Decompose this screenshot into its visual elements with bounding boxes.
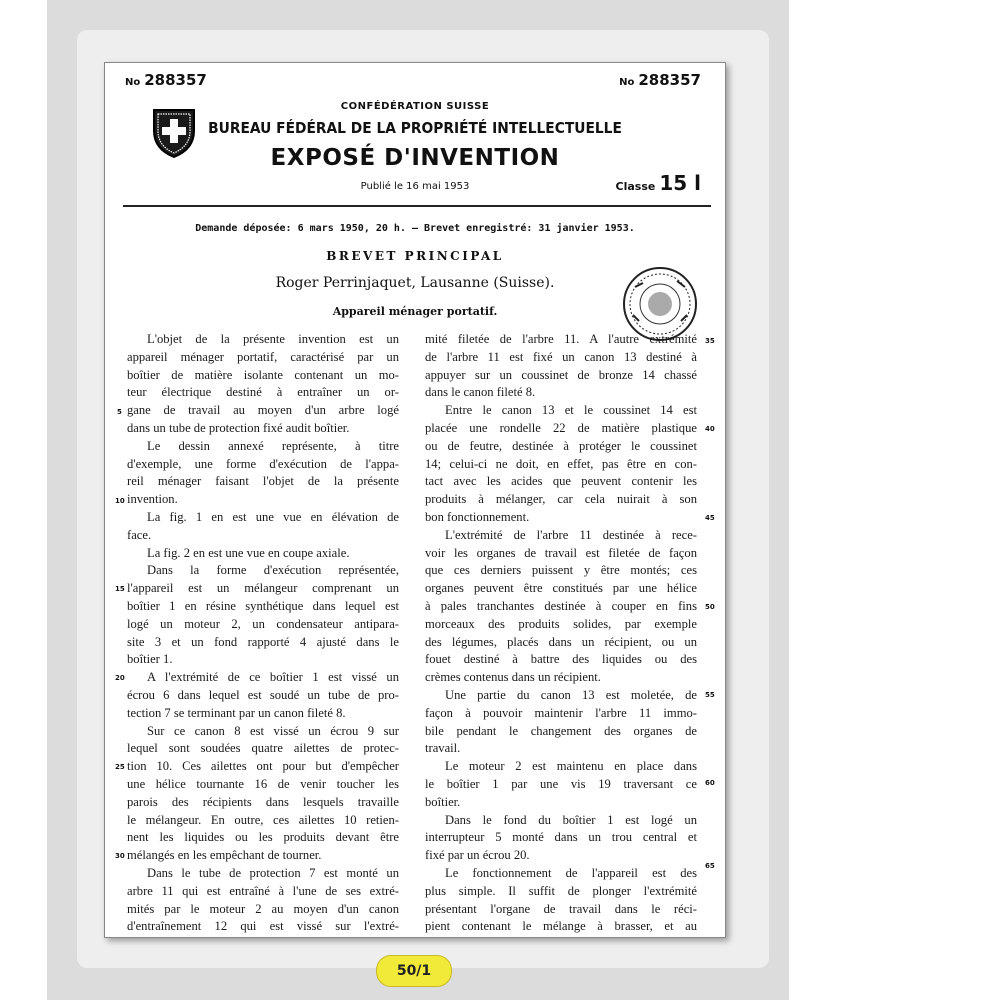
text-line: bile pendant le changement des organes de [425, 723, 697, 738]
line-number: 40 [705, 425, 715, 433]
line-number: 20 [115, 674, 125, 682]
text-line: Le fonctionnement de l'appareil est des [445, 865, 697, 880]
line-number: 45 [705, 514, 715, 522]
text-line: site 3 et un fond rapporté 4 ajusté dans le [127, 634, 399, 649]
text-line: Une partie du canon 13 est moletée, de [445, 687, 697, 702]
document-type: EXPOSÉ D'INVENTION [270, 145, 560, 171]
text-line: travail. [425, 741, 461, 756]
text-line: que ces derniers puissent y être montés; ces [425, 563, 697, 578]
text-line: L'extrémité de l'arbre 11 destinée à rece- [445, 527, 697, 542]
text-line: le boîtier 1 par une vis 19 traversant ce [425, 776, 697, 791]
text-line: présentant l'organe de travail dans le réci- [425, 901, 697, 916]
text-line: invention. [127, 492, 178, 507]
text-line: fixé par un écrou 20. [425, 848, 530, 863]
text-line: interrupteur 5 monté dans un trou central et [425, 830, 697, 845]
text-line: écrou 6 dans lequel est soudé un tube de pro- [127, 687, 399, 702]
right-column [425, 331, 697, 936]
line-number: 35 [705, 337, 715, 345]
publication-date: Publié le 16 mai 1953 [360, 181, 470, 192]
text-line: des légumes, placés dans un récipient, ou un [425, 634, 697, 649]
text-line: mélangés en les empêchant de tourner. [127, 848, 322, 863]
document-page [104, 62, 726, 938]
text-line: organes peuvent être constitués par une hélice [425, 581, 697, 596]
line-number: 60 [705, 779, 715, 787]
text-line: morceaux des produits solides, par exemple [425, 616, 697, 631]
classe [616, 171, 701, 195]
patent-number-prefix: No [125, 77, 141, 88]
patent-number-right [619, 71, 701, 89]
text-line: mité filetée de l'arbre 11. A l'autre extrémité [425, 332, 697, 346]
text-line: une hélice tournante 16 de venir toucher les [127, 776, 399, 791]
text-line: La fig. 2 en est une vue en coupe axiale. [147, 545, 350, 560]
text-line: à pales tranchantes destinée à couper en fins [425, 598, 697, 613]
text-line: face. [127, 527, 152, 542]
text-line: teur électrique destiné à entraîner un or- [127, 385, 399, 400]
patent-number-prefix: No [619, 77, 635, 88]
text-line: lequel sont soudées quatre ailettes de protec- [127, 741, 399, 756]
text-line: façon à pouvoir maintenir l'arbre 11 immo- [425, 705, 697, 720]
text-line: Dans le fond du boîtier 1 est logé un [445, 812, 697, 827]
text-line: Sur ce canon 8 est vissé un écrou 9 sur [147, 723, 399, 738]
classe-label: Classe [615, 180, 656, 193]
text-line: d'exemple, une forme d'exécution de l'appa- [127, 456, 399, 471]
text-line: 14; celui-ci ne doit, en effet, pas être en con- [425, 456, 697, 471]
line-number: 15 [115, 585, 125, 593]
line-number: 25 [115, 763, 125, 771]
text-line: produits à mélanger, car cela nuirait à son [425, 492, 697, 507]
text-line: boîtier 1 en résine synthétique dans lequel est [127, 598, 399, 613]
text-line: boîtier. [425, 794, 461, 809]
left-column [127, 331, 399, 936]
text-line: arbre 11 qui est entraîné à l'une de ses extré- [127, 883, 399, 898]
text-line: Dans le tube de protection 7 est monté un [147, 865, 399, 880]
text-line: mités par le moteur 2 au moyen d'un canon [127, 901, 399, 916]
header-rule [123, 205, 711, 207]
line-number: 5 [117, 408, 122, 416]
text-line: dans le canon fileté 8. [425, 385, 536, 400]
text-line: appareil ménager portatif, caractérisé par un [127, 349, 399, 364]
text-line: boîtier 1. [127, 652, 173, 667]
text-line: tection 7 se terminant par un canon fileté 8. [127, 705, 346, 720]
line-number: 30 [115, 852, 125, 860]
brevet-heading: BREVET PRINCIPAL [326, 249, 504, 263]
patent-number-left [125, 71, 207, 89]
text-line: La fig. 1 en est une vue en élévation de [147, 509, 399, 524]
text-line: pient contenant le mélange à brasser, et au [425, 919, 697, 934]
patent-number: 288357 [638, 71, 701, 89]
text-line: Entre le canon 13 et le coussinet 14 est [445, 403, 697, 418]
classe-value: 15 l [659, 171, 701, 195]
text-line: Dans la forme d'exécution représentée, [147, 563, 399, 578]
text-line: voir les organes de travail est filetée de façon [425, 545, 697, 560]
text-line: reil ménager faisant l'objet de la présente [127, 474, 399, 489]
filing-info: Demande déposée: 6 mars 1950, 20 h. — Brevet enregistré: 31 janvier 1953. [195, 223, 635, 234]
text-line: ou de feutre, destinée à protéger le coussinet [425, 438, 697, 453]
text-line: l'appareil est un mélangeur comprenant un [127, 581, 399, 596]
confederation-label: CONFÉDÉRATION SUISSE [340, 101, 490, 112]
text-line: plus simple. Il suffit de plonger l'extrémité [425, 883, 697, 898]
text-line: de l'arbre 11 est fixé un canon 13 destiné à [425, 349, 697, 364]
text-line: A l'extrémité de ce boîtier 1 est vissé un [147, 670, 399, 685]
text-line: gane de travail au moyen d'un arbre logé [127, 403, 399, 418]
text-line: fouet destiné à battre des liquides ou des [425, 652, 697, 667]
text-line: L'objet de la présente invention est un [147, 332, 399, 346]
text-line: appuyer sur un coussinet de bronze 14 chassé [425, 367, 697, 382]
text-line: crèmes contenus dans un récipient. [425, 670, 601, 685]
text-line: bon fonctionnement. [425, 509, 530, 524]
text-line: logé un moteur 2, un condensateur antipara- [127, 616, 399, 631]
text-line: tion 10. Ces ailettes ont pour but d'empêcher [127, 759, 399, 774]
line-number: 50 [705, 603, 715, 611]
text-line: Le dessin annexé représente, à titre [147, 438, 399, 453]
invention-title: Appareil ménager portatif. [332, 305, 498, 318]
bureau-label: BUREAU FÉDÉRAL DE LA PROPRIÉTÉ INTELLECTUELLE [208, 119, 622, 137]
text-line: boîtier de matière isolante contenant un mo- [127, 367, 399, 382]
line-number: 65 [705, 862, 715, 870]
text-line: le mélangeur. En outre, ces ailettes 10 retien- [127, 812, 399, 827]
page-indicator[interactable]: 50/1 [376, 955, 452, 987]
line-number: 10 [115, 497, 125, 505]
text-line: dans un tube de protection fixé audit boîtier. [127, 420, 350, 435]
line-number: 55 [705, 691, 715, 699]
text-line: tact avec les acides que peuvent contenir les [425, 474, 697, 489]
text-line: nent les liquides ou les produits devant être [127, 830, 399, 845]
text-line: parois des récipients dans lesquels travaille [127, 794, 399, 809]
patent-number: 288357 [144, 71, 207, 89]
inventor: Roger Perrinjaquet, Lausanne (Suisse). [275, 275, 555, 291]
text-line: Le moteur 2 est maintenu en place dans [445, 759, 697, 774]
text-line: d'entraînement 12 qui est vissé sur l'extré- [127, 919, 399, 934]
text-line: placée une rondelle 22 de matière plastique [425, 420, 697, 435]
